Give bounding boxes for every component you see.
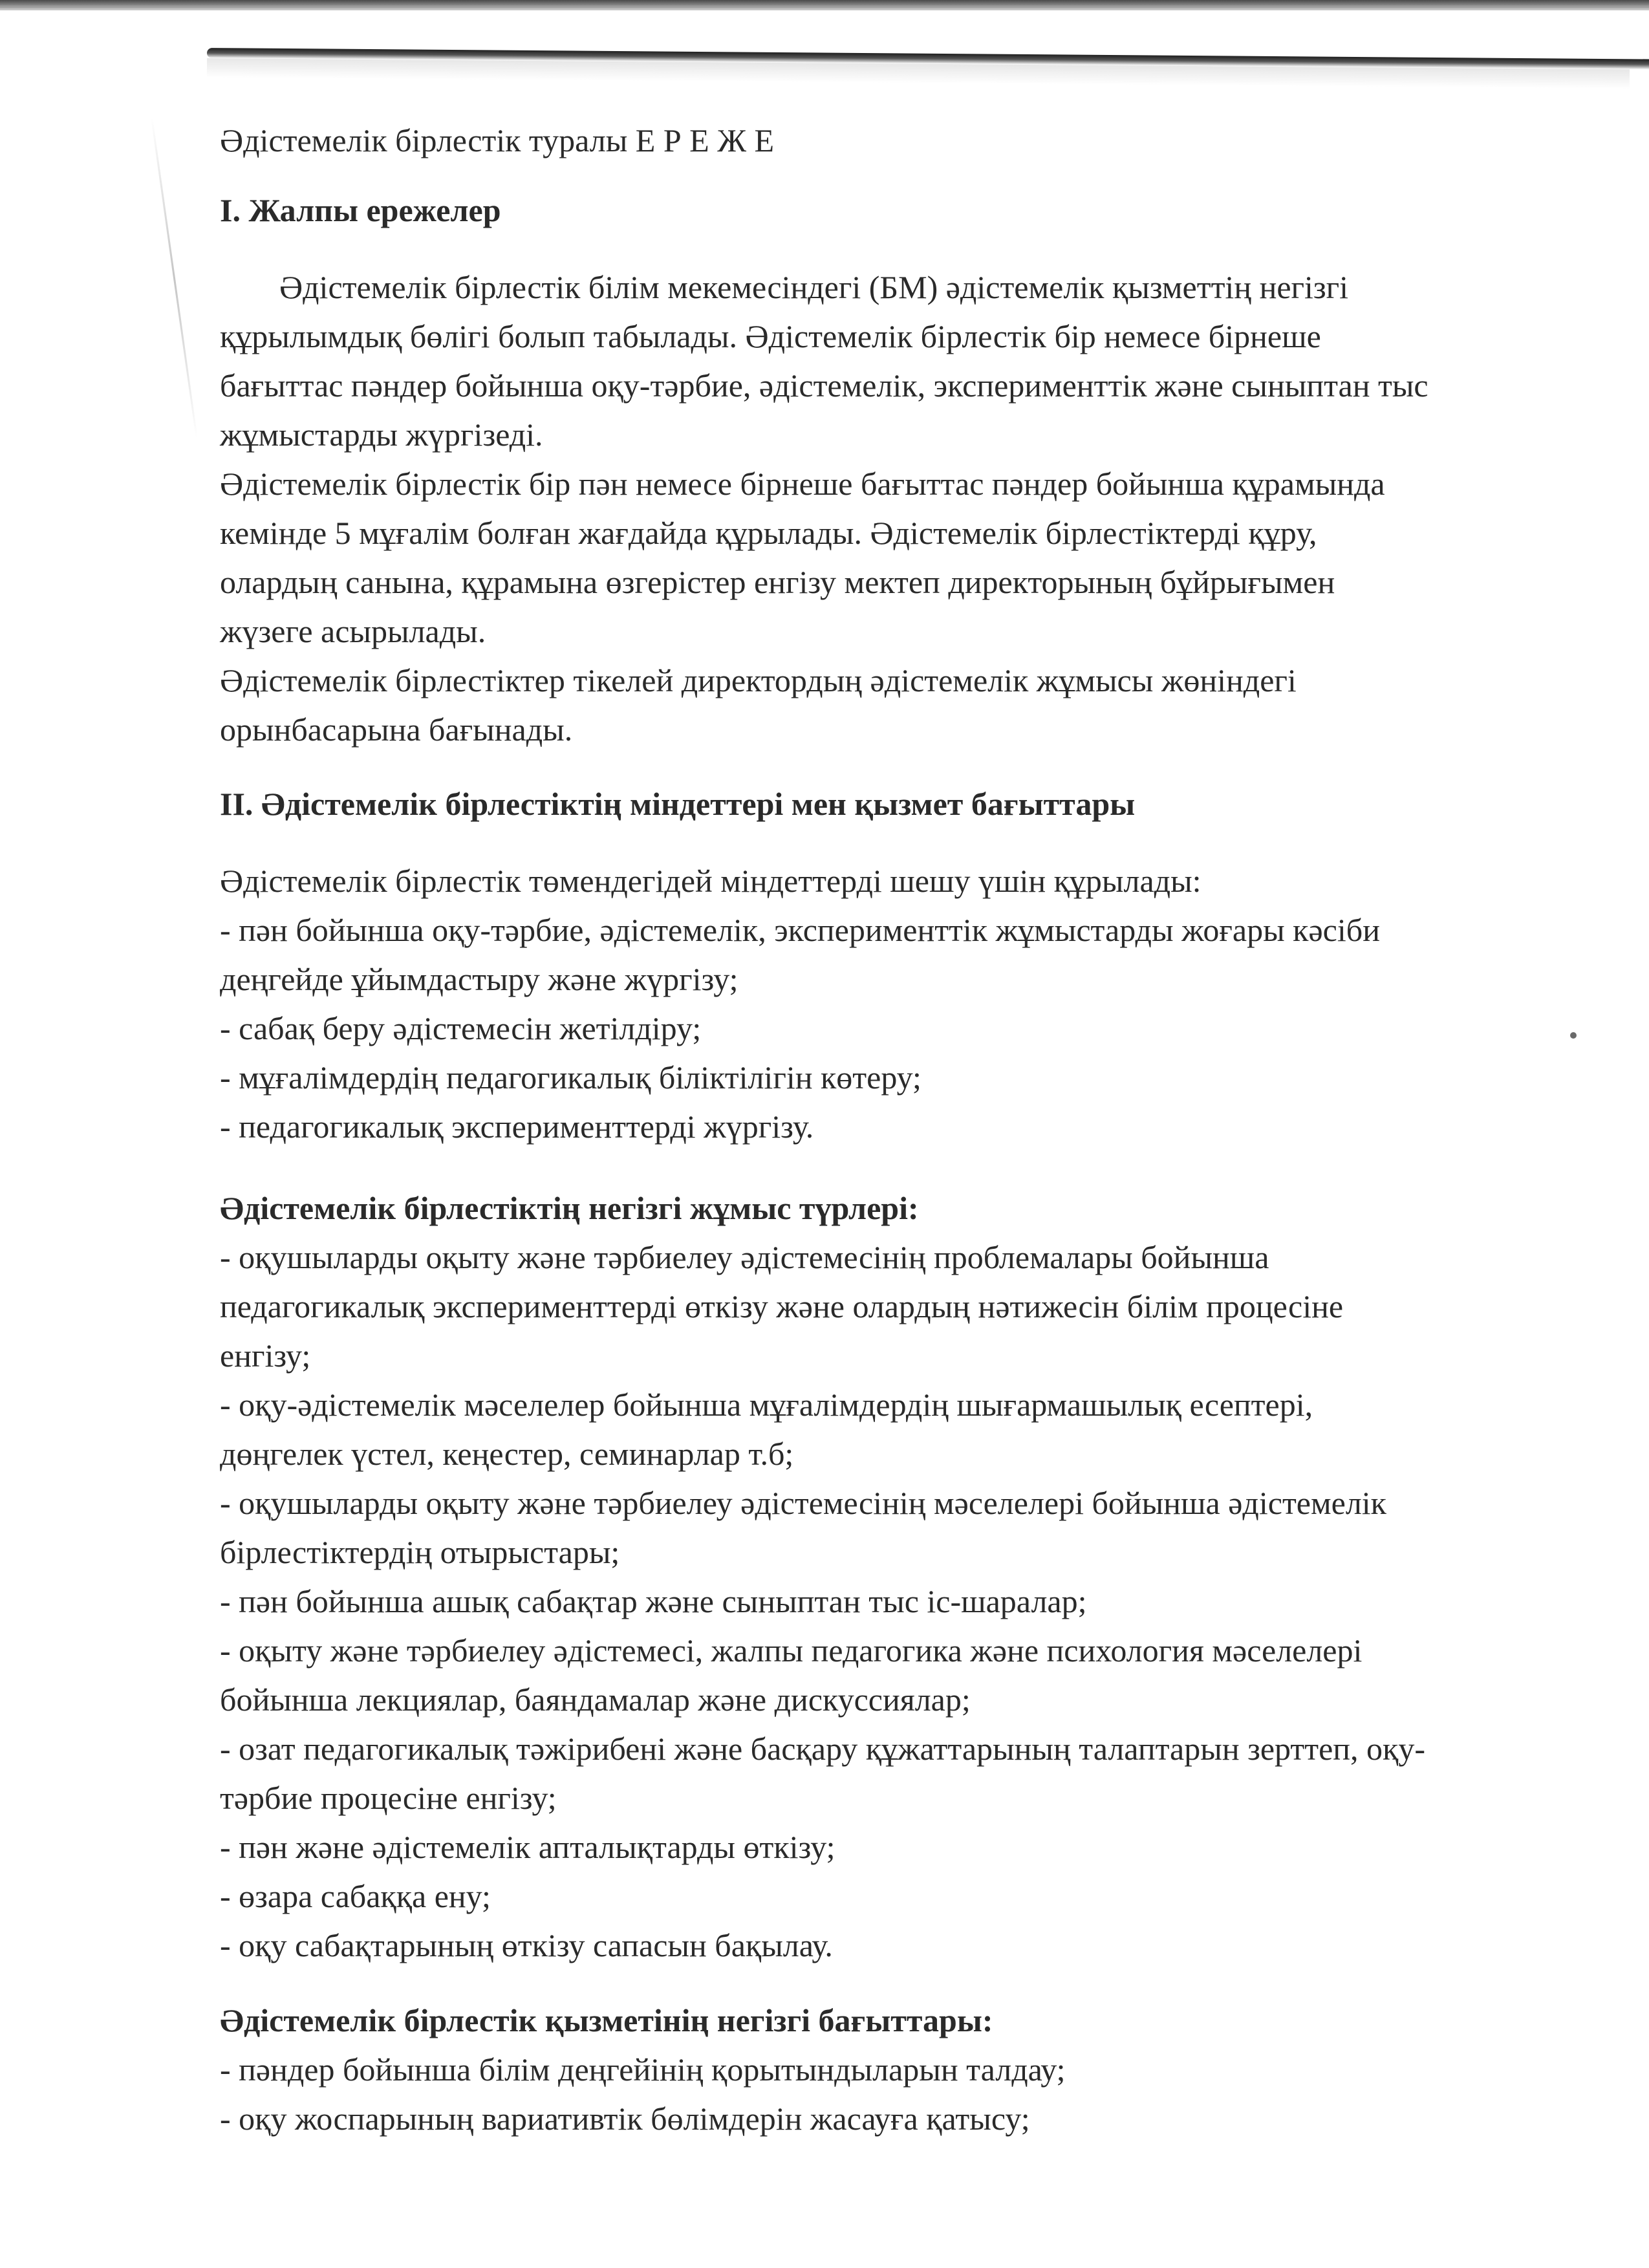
text-line: жұмыстарды жүргізеді. [220,416,543,453]
section-1-text [220,263,1630,754]
text-line: бағыттас пәндер бойынша оқу-тәрбие, әдістемелік, эксперименттік және сыныптан тыс [220,367,1428,404]
list-item: - оқушыларды оқыту және тәрбиелеу әдістемесінің проблемалары бойынша [220,1239,1269,1275]
text-line: жүзеге асырылады. [220,613,486,649]
text-line: олардың санына, құрамына өзгерістер енгізу мектеп директорының бұйрығымен [220,564,1335,600]
document-body [220,116,1630,2143]
list-item: - пән бойынша ашық сабақтар және сыныптан тыс іс-шаралар; [220,1583,1087,1619]
directions-list [220,2045,1630,2143]
list-item: тәрбие процесіне енгізу; [220,1780,557,1816]
directions-heading: Әдістемелік бірлестік қызметінің негізгі бағыттары: [220,2002,993,2038]
text-line: кемінде 5 мұғалім болған жағдайда құрылады. Әдістемелік бірлестіктерді құру, [220,515,1317,551]
list-item: - оқыту және тәрбиелеу әдістемесі, жалпы педагогика және психология мәселелері [220,1632,1363,1669]
text-line: орынбасарына бағынады. [220,711,573,748]
scan-top-edge-shadow [0,6,1649,10]
list-item: педагогикалық эксперименттерді өткізу және олардың нәтижесін білім процесіне [220,1288,1344,1324]
list-item: - оқу-әдістемелік мәселелер бойынша мұғалімдердің шығармашылық есептері, [220,1387,1313,1423]
document-title: Әдістемелік бірлестік туралы Е Р Е Ж Е [220,122,775,158]
section-2-text [220,856,1630,1151]
list-item: - пәндер бойынша білім деңгейінің қорытындыларын талдау; [220,2051,1066,2088]
text-line: құрылымдық бөлігі болып табылады. Әдістемелік бірлестік бір немесе бірнеше [220,318,1321,354]
list-item: - озат педагогикалық тәжірибені және басқару құжаттарының талаптарын зерттеп, оқу- [220,1731,1425,1767]
list-item: енгізу; [220,1337,311,1374]
list-item: - өзара сабаққа ену; [220,1878,491,1914]
work-types-list [220,1233,1630,1970]
list-item: бірлестіктердің отырыстары; [220,1534,620,1570]
work-types-heading: Әдістемелік бірлестіктің негізгі жұмыс түрлері: [220,1190,919,1226]
list-item: - пән бойынша оқу-тәрбие, әдістемелік, эксперименттік жұмыстарды жоғары кәсіби [220,912,1380,948]
list-item: - мұғалімдердің педагогикалық біліктілігін көтеру; [220,1059,921,1096]
list-item: - педагогикалық эксперименттерді жүргізу. [220,1108,814,1145]
list-item: - пән және әдістемелік апталықтарды өткізу; [220,1829,835,1865]
list-item: - оқу сабақтарының өткізу сапасын бақылау. [220,1927,833,1963]
list-item: - оқушыларды оқыту және тәрбиелеу әдістемесінің мәселелері бойынша әдістемелік [220,1485,1386,1521]
section-2-heading: II. Әдістемелік бірлестіктің міндеттері мен қызмет бағыттары [220,786,1136,822]
text-line: Әдістемелік бірлестіктер тікелей директордың әдістемелік жұмысы жөніндегі [220,662,1297,698]
text-line: Әдістемелік бірлестік бір пән немесе бірнеше бағыттас пәндер бойынша құрамында [220,466,1385,502]
list-item: бойынша лекциялар, баяндамалар және дискуссиялар; [220,1681,971,1718]
text-line: Әдістемелік бірлестік білім мекемесіндегі (БМ) әдістемелік қызметтің негізгі [279,269,1349,305]
list-item: - оқу жоспарының вариативтік бөлімдерін жасауға қатысу; [220,2101,1030,2137]
list-item: - сабақ беру әдістемесін жетілдіру; [220,1010,702,1046]
list-item: дөңгелек үстел, кеңестер, семинарлар т.б; [220,1436,794,1472]
list-item: деңгейде ұйымдастыру және жүргізу; [220,961,738,997]
section-1-heading: І. Жалпы ережелер [220,192,501,228]
text-line: Әдістемелік бірлестік төмендегідей міндеттерді шешу үшін құрылады: [220,863,1202,899]
scan-left-mark [151,118,198,438]
